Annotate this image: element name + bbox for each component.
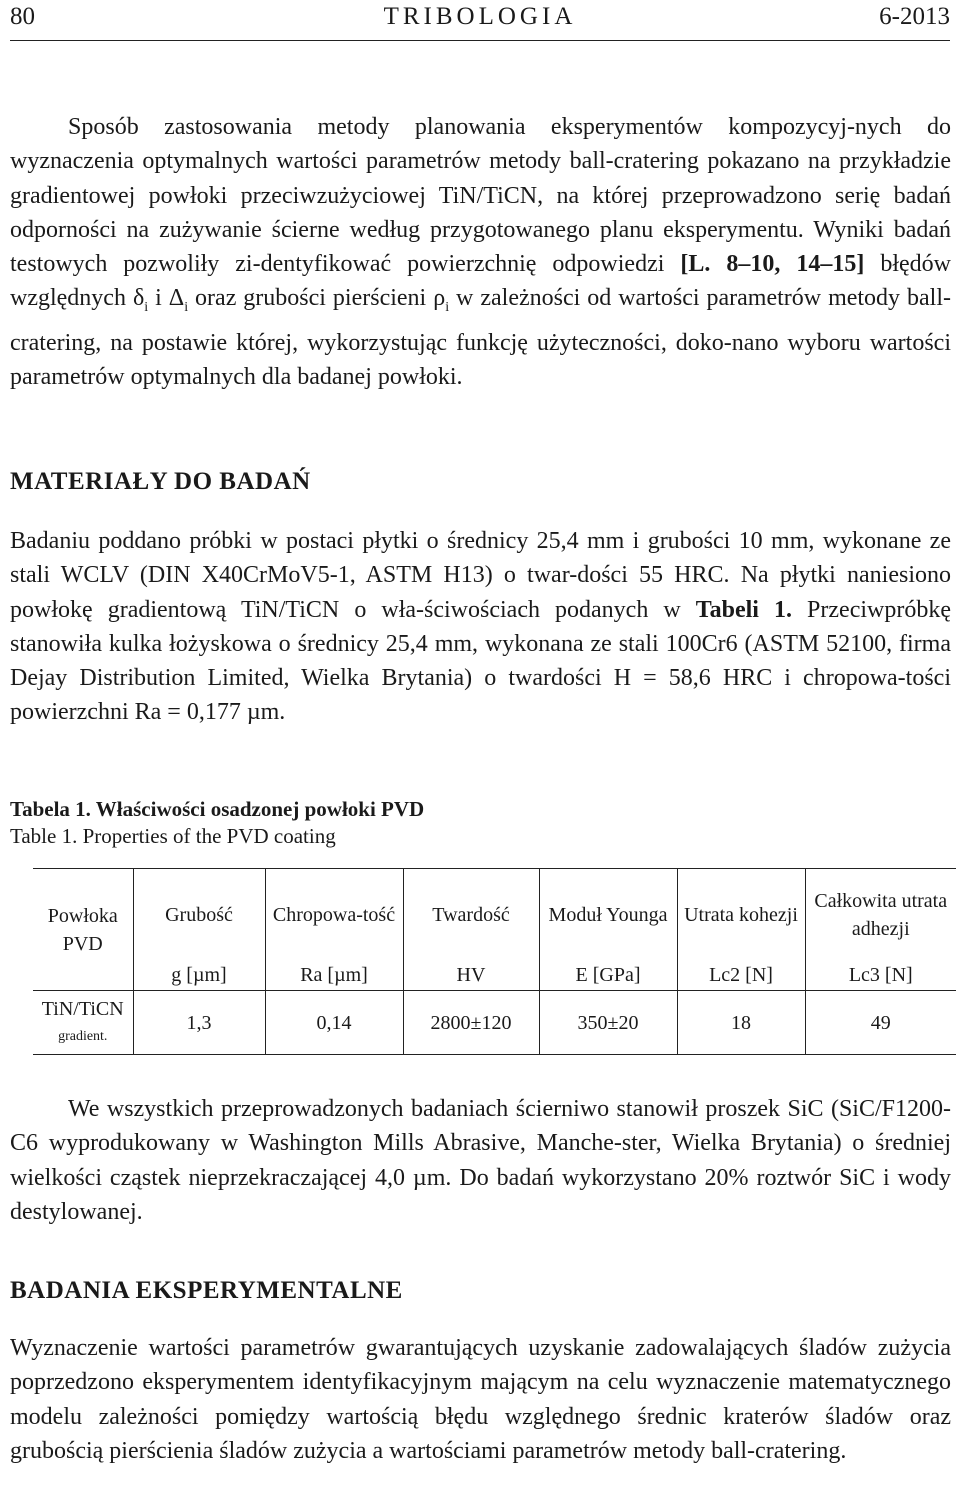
- coating-note: gradient.: [58, 1028, 108, 1044]
- and-word: i: [148, 285, 169, 312]
- running-header: [10, 0, 950, 41]
- table-caption-polish: Tabela 1. Właściwości osadzonej powłoki PVD: [10, 797, 425, 821]
- materials-text-b: Przeciwpróbkę stanowiła kulka łożyskowa o średnicy 25,4 mm, wykonana ze stali 100Cr6 (ASTM 52100, firma Dejay Distribution Limited, Wielka Brytania) o twardości H = 58,6 HRC i chropowa-tości powierzchni Ra = 0,177 µm.: [10, 596, 951, 726]
- coating-name: TiN/TiCN: [41, 997, 124, 1020]
- header-hardness: Twardość: [403, 869, 539, 961]
- coating-name-cell: [33, 991, 133, 1055]
- unit-roughness: Ra [µm]: [265, 961, 403, 991]
- value-roughness: 0,14: [265, 991, 403, 1055]
- header-cohesion-loss: Utrata kohezji: [677, 869, 805, 961]
- value-cohesion-loss: 18: [677, 991, 805, 1055]
- table-reference: Tabeli 1.: [695, 596, 792, 623]
- intro-paragraph: [10, 110, 951, 394]
- rho-symbol: ρ: [433, 285, 446, 312]
- experimental-paragraph: Wyznaczenie wartości parametrów gwarantujących uzyskanie zadowalających śladów zużycia poprzedzono eksperymentem identyfikacyjnym mającym na celu wyznaczenie matematycznego modelu zależności pomiędzy wartością błędu względnego średnic kraterów śladów oraz grubością pierścienia śladów zużycia a wartościami parametrów metody ball-cratering.: [10, 1335, 951, 1464]
- intro-text-c: oraz grubości pierścieni: [188, 285, 434, 312]
- page-number: 80: [10, 3, 35, 30]
- section-heading-experimental: BADANIA EKSPERYMENTALNE: [10, 1277, 403, 1304]
- coating-header-line2: PVD: [62, 932, 103, 955]
- delta-subscript: i: [144, 300, 149, 316]
- coating-properties-table: [33, 868, 956, 1055]
- header-adhesion-loss: Całkowita utrata adhezji: [805, 869, 956, 961]
- delta-symbol: δ: [132, 285, 145, 312]
- intro-text-d: w zależności od wartości parametrów metody ball-cratering, na postawie której, wykorzystując funkcję użyteczności, doko-nano wyboru wartości parametrów optymalnych dla badanej powłoki.: [10, 285, 952, 390]
- intro-text-a: Sposób zastosowania metody planowania eksperymentów kompozycyj-nych do wyznaczenia optymalnych wartości parametrów metody ball-cratering pokazano na przykładzie gradientowej powłoki przeciwzużyciowej TiN/TiCN, na której przeprowadzono serię badań odporności na zużywanie ścierne według przygotowanego planu eksperymentu. Wyniki badań testowych pozwoliły zi-dentyfikować powierzchnię odpowiedzi: [10, 114, 951, 278]
- materials-text-a: Badaniu poddano próbki w postaci płytki o średnicy 25,4 mm i grubości 10 mm, wykonane ze stali WCLV (DIN X40CrMoV5-1, ASTM H13) o twar-dości 55 HRC. Na płytki naniesiono powłokę gradientową TiN/TiCN o wła-ściwościach podanych w: [10, 528, 951, 623]
- value-adhesion-loss: 49: [805, 991, 956, 1055]
- issue-number: 6-2013: [879, 3, 950, 30]
- rho-subscript: i: [445, 300, 450, 316]
- intro-text-b: błędów względnych: [10, 251, 951, 312]
- coating-header-cell: [33, 869, 133, 991]
- capital-delta-subscript: i: [184, 300, 189, 316]
- header-thickness: Grubość: [133, 869, 265, 961]
- unit-thickness: g [µm]: [133, 961, 265, 991]
- coating-header-line1: Powłoka: [47, 904, 118, 927]
- table-caption-english: Table 1. Properties of the PVD coating: [10, 824, 336, 848]
- unit-young-modulus: E [GPa]: [539, 961, 677, 991]
- materials-paragraph: [10, 524, 951, 730]
- unit-hardness: HV: [403, 961, 539, 991]
- journal-name: TRIBOLOGIA: [383, 3, 577, 30]
- abrasive-paragraph: We wszystkich przeprowadzonych badaniach ścierniwo stanowił proszek SiC (SiC/F1200-C6 wyprodukowany w Washington Mills Abrasive, Manche-ster, Wielka Brytania) o średniej wielkości cząstek nieprzekraczającej 4,0 µm. Do badań wykorzystano 20% roztwór SiC i wody destylowanej.: [10, 1096, 951, 1225]
- value-hardness: 2800±120: [403, 991, 539, 1055]
- section-heading-materials: MATERIAŁY DO BADAŃ: [10, 468, 311, 495]
- citation-ref: [L. 8–10, 14–15]: [680, 251, 865, 278]
- value-young-modulus: 350±20: [539, 991, 677, 1055]
- capital-delta-symbol: Δ: [168, 285, 185, 312]
- value-thickness: 1,3: [133, 991, 265, 1055]
- unit-adhesion-loss: Lc3 [N]: [805, 961, 956, 991]
- header-roughness: Chropowa-tość: [265, 869, 403, 961]
- header-young-modulus: Moduł Younga: [539, 869, 677, 961]
- unit-cohesion-loss: Lc2 [N]: [677, 961, 805, 991]
